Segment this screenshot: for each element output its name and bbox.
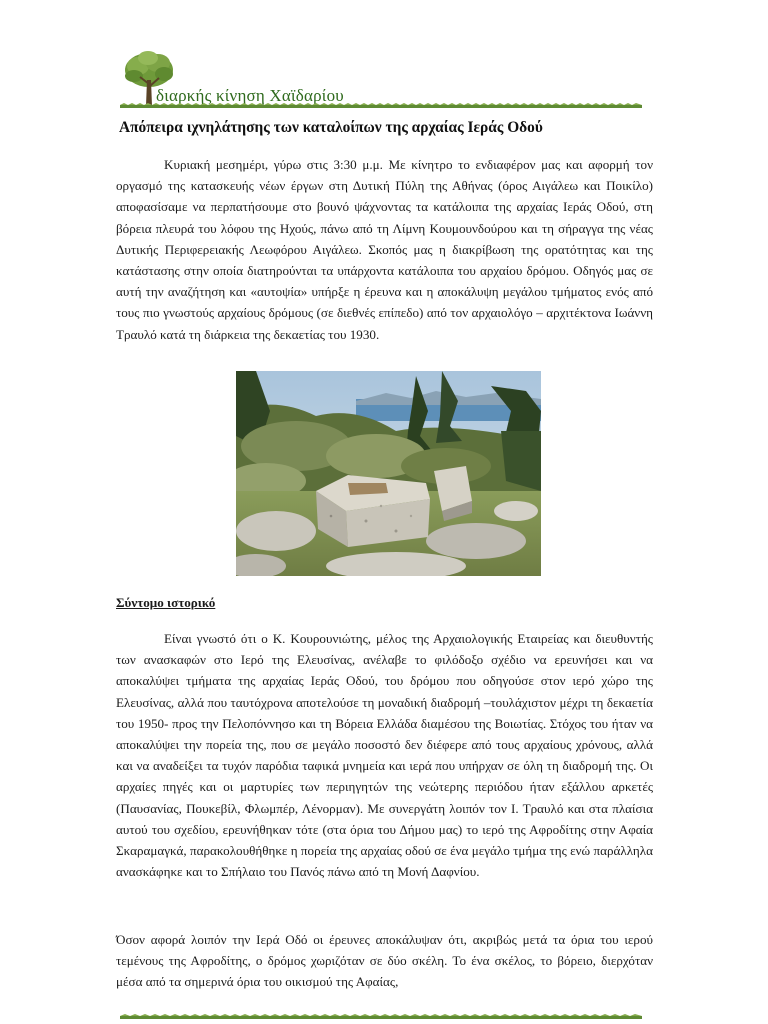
- logo-text: διαρκής κίνηση Χαϊδαρίου: [156, 86, 344, 105]
- paragraph-findings: Όσον αφορά λοιπόν την Ιερά Οδό οι έρευνες αποκάλυψαν ότι, ακριβώς μετά τα όρια του ιερού τεμένους της Αφροδίτης, ο δρόμος χωριζόταν σε δύο σκέλη. Το ένα σκέλος, το βόρειο, διερχόταν μέσα από τα σημερινά όρια του οικισμού της Αφαίας,: [116, 932, 653, 990]
- header-divider: [120, 103, 642, 109]
- paragraph-history: Είναι γνωστό ότι ο Κ. Κουρουνιώτης, μέλος της Αρχαιολογικής Εταιρείας και διευθυντής των ανασκαφών στο Ιερό της Ελευσίνας, ανέλαβε το φιλόδοξο σχέδιο να ερευνήσει και να αποκαλύψει τμήματα της αρχαίας Ιεράς Οδού, του δρόμου που οδηγούσε στον ιερό χώρο της Ελευσίνας, αλλά που ταυτόχρονα αποτελούσε τη μοναδική διαδρομή –τουλάχιστον μέχρι τη δεκαετία του 1950- προς την Πελοπόννησο και τη Βόρεια Ελλάδα διαμέσου της Βοιωτίας. Στόχος του ήταν να αποκαλύψει την πορεία της, που σε μεγάλο ποσοστό δεν διέφερε από τους αρχαίους χρόνους, αλλά και να αναδείξει τα τυχόν παρόδια ταφικά μνημεία και ιερά που υπήρχαν σε όλη τη διαδρομή της. Οι αρχαίες πηγές και οι μαρτυρίες των περιηγητών της νεώτερης περιόδου ήταν εξάλλου αρκετές (Παυσανίας, Πουκεβίλ, Φλωμπέρ, Λένορμαν). Με συνεργάτη λοιπόν τον Ι. Τραυλό και στα πλαίσια αυτού του σχεδίου, ερευνήθηκαν τότε (στα όρια του Δήμου μας) το ιερό της Αφροδίτης στην Αφαία Σκαραμαγκά, παρακολουθήθηκε η πορεία της αρχαίας οδού σε ένα μεγάλο τμήμα της ενώ παράλληλα ανασκάφηκε και το Σπήλαιο του Πανός πάνω από τη Μονή Δαφνίου.: [116, 631, 653, 880]
- paragraph-intro: Κυριακή μεσημέρι, γύρω στις 3:30 μ.μ. Με κίνητρο το ενδιαφέρον μας και αφορμή τον οργασμό της κατασκευής νέων έργων στη Δυτική Πύλη της Αθήνας (όρος Αιγάλεω και Ποικίλο) αποφασίσαμε να περπατήσουμε στο βουνό ψάχνοντας τα κατάλοιπα της αρχαίας Ιεράς Οδού, στη βόρεια πλευρά του λόφου της Ηχούς, πάνω από τη Λίμνη Κουμουνδούρου και τη σήραγγα της νέας Δυτικής Περιφερειακής Λεωφόρου Αιγάλεω. Σκοπός μας η διακρίβωση της ορατότητας και της κατάστασης στην οποία διατηρούνται τα υπάρχοντα κατάλοιπα του αρχαίου δρόμου. Οδηγός μας σε αυτή την αναζήτηση και «αυτοψία» υπήρξε η έρευνα και η αποκάλυψη μεγάλου τμήματος ενός από τους πιο γνωστούς αρχαίους δρόμους (σε διεθνές επίπεδο) από τον αρχαιολόγο – αρχιτέκτονα Ιωάννη Τραυλό κατά τη διάρκεια της δεκαετίας του 1930.: [116, 157, 653, 342]
- document-title: Απόπειρα ιχνηλάτησης των καταλοίπων της αρχαίας Ιεράς Οδού: [119, 119, 543, 136]
- hillside-stones-photo: [236, 371, 541, 576]
- section-heading: Σύντομο ιστορικό: [116, 595, 216, 610]
- footer-divider: [120, 1014, 642, 1020]
